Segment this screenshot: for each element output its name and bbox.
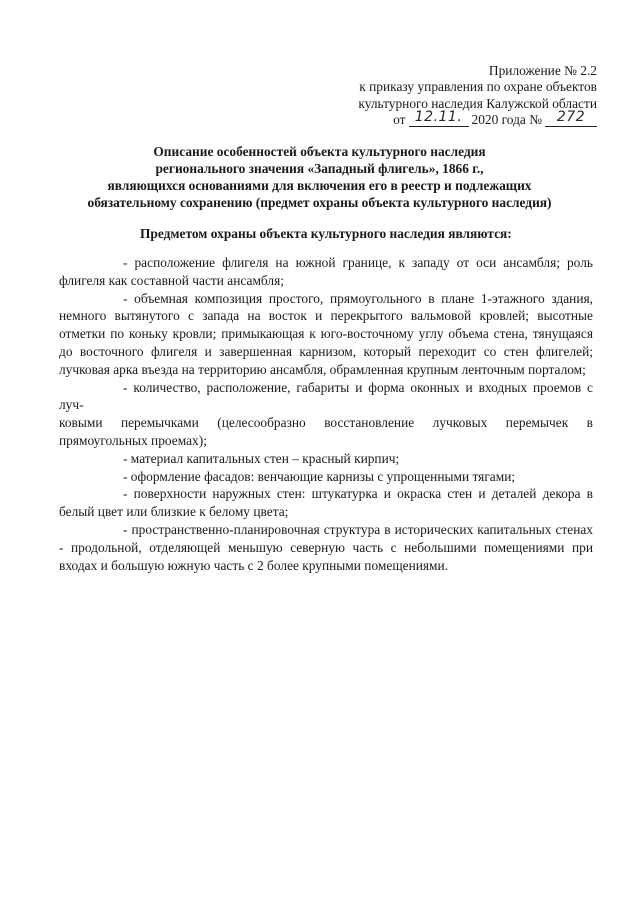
handwritten-date: 12.11. [414, 109, 463, 126]
list-item: - поверхности наружных стен: штукатурка и окраска стен и деталей декора в белый цвет или близкие к белому цвета; [59, 486, 593, 520]
year-text: 2020 года № [471, 112, 542, 128]
handwritten-number: 272 [556, 109, 586, 126]
document-title [48, 143, 591, 211]
order-number-field [545, 109, 597, 127]
appendix-date-line [358, 109, 597, 128]
from-label: от [393, 112, 406, 128]
appendix-authority: культурного наследия Калужской области [358, 95, 597, 111]
appendix-order-ref: к приказу управления по охране объектов [359, 79, 597, 95]
title-line-3: являющихся основаниями для включения его в реестр и подлежащих [107, 178, 532, 193]
title-line-4: обязательному сохранению (предмет охраны объекта культурного наследия) [87, 195, 552, 210]
appendix-number: Приложение № 2.2 [488, 63, 597, 78]
list-item: - количество, расположение, габариты и форма оконных и входных проемов с луч- [59, 379, 593, 413]
title-line-2: регионального значения «Западный флигель», 1866 г., [155, 161, 484, 176]
list-item: ковыми перемычками (целесообразно восстановление лучковых перемычек в прямоугольных проемах); [59, 415, 593, 448]
list-item: - расположение флигеля на южной границе, к западу от оси ансамбля; роль флигеля как составной части ансамбля; [59, 255, 593, 288]
list-item: - пространственно-планировочная структура в исторических капитальных стенах - продольной, отделяющей меньшую северную часть с небольшими помещениями при входах и большую южную часть с 2 более крупными помещениями. [59, 521, 593, 573]
title-line-1: Описание особенностей объекта культурного наследия [153, 144, 486, 159]
protection-items-list [59, 254, 593, 574]
appendix-header [358, 63, 597, 129]
date-field [409, 109, 469, 127]
list-item: - объемная композиция простого, прямоугольного в плане 1-этажного здания, немного вытянутого с запада на восток и перекрытого вальмовой кровлей; высотные отметки по коньку кровли; примыкающая к юго-восточному углу объема стена, тянущаяся до восточного флигеля и завершенная карнизом, который переходит со стен флигелей; лучковая арка въезда на территорию ансамбля, обрамленная крупным ленточным порталом; [59, 290, 593, 377]
list-item: - материал капитальных стен – красный кирпич; [123, 450, 400, 466]
list-item: - оформление фасадов: венчающие карнизы с упрощенными тягами; [123, 468, 516, 484]
subheading: Предметом охраны объекта культурного наследия являются: [140, 226, 512, 241]
